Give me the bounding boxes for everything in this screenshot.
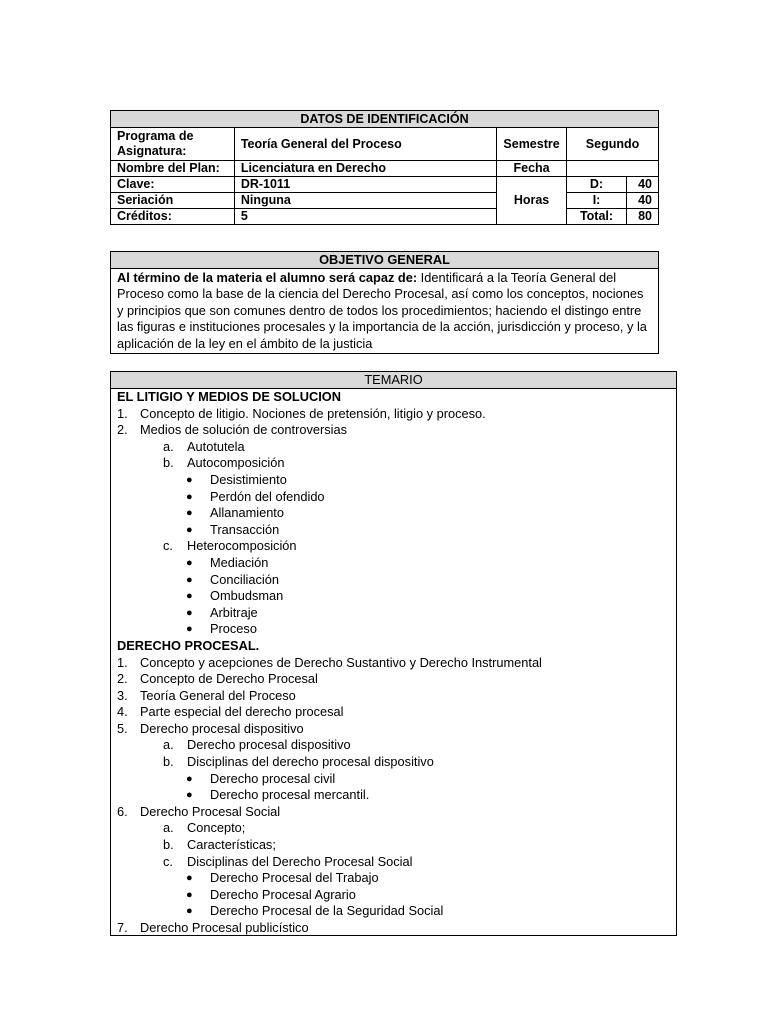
d-label: D: bbox=[567, 177, 627, 193]
i-value: 40 bbox=[626, 193, 658, 209]
temario-list-item bbox=[111, 605, 676, 622]
temario-list-item bbox=[111, 887, 676, 904]
bullet-icon: ● bbox=[186, 507, 193, 520]
list-marker: 1. bbox=[117, 405, 128, 421]
i-label: I: bbox=[567, 193, 627, 209]
temario-list-item bbox=[111, 804, 676, 821]
bullet-icon: ● bbox=[186, 523, 193, 536]
horas-label: Horas bbox=[497, 177, 567, 225]
temario-list-item bbox=[111, 903, 676, 920]
temario-list-item bbox=[111, 655, 676, 672]
semestre-value: Segundo bbox=[567, 128, 659, 161]
list-marker: 2. bbox=[117, 671, 128, 687]
temario-section-heading: DERECHO PROCESAL. bbox=[117, 637, 260, 653]
list-item-text: Derecho procesal dispositivo bbox=[140, 720, 304, 736]
temario-list-item bbox=[111, 489, 676, 506]
d-value: 40 bbox=[626, 177, 658, 193]
fecha-value bbox=[567, 161, 659, 177]
temario-list-item bbox=[111, 406, 676, 423]
bullet-icon: ● bbox=[186, 606, 193, 619]
temario-list-item bbox=[111, 472, 676, 489]
bullet-icon: ● bbox=[186, 623, 193, 636]
temario-list-item bbox=[111, 422, 676, 439]
list-item-text: Medios de solución de controversias bbox=[140, 422, 347, 438]
objetivo-text: Identificará a la Teoría General del Proceso como la base de la ciencia del Derecho Procesal, así como los conceptos, nociones y principios que son comunes dentro de todos los procedimientos; haciendo el distingo entre las figuras e instituciones procesales y la importancia de la acción, jurisdicción y proceso, y la aplicación de la ley en el ámbito de la justicia bbox=[117, 270, 647, 351]
list-item-text: Derecho Procesal del Trabajo bbox=[210, 870, 379, 886]
list-item-text: Derecho procesal mercantil. bbox=[210, 787, 370, 803]
list-item-text: Disciplinas del derecho procesal dispositivo bbox=[187, 754, 434, 770]
list-item-text: Derecho Procesal Agrario bbox=[210, 886, 356, 902]
bullet-icon: ● bbox=[186, 872, 193, 885]
temario-list-item bbox=[111, 704, 676, 721]
list-marker: a. bbox=[163, 820, 174, 836]
clave-label: Clave: bbox=[111, 177, 235, 193]
temario-list-item bbox=[111, 455, 676, 472]
list-item-text: Autocomposición bbox=[187, 455, 285, 471]
temario-list-item bbox=[111, 505, 676, 522]
temario-section-heading: EL LITIGIO Y MEDIOS DE SOLUCION bbox=[117, 389, 341, 404]
plan-label: Nombre del Plan: bbox=[111, 161, 235, 177]
temario-list-item bbox=[111, 870, 676, 887]
clave-value: DR-1011 bbox=[234, 177, 496, 193]
list-marker: c. bbox=[163, 538, 173, 554]
list-item-text: Disciplinas del Derecho Procesal Social bbox=[187, 853, 413, 869]
list-item-text: Autotutela bbox=[187, 438, 245, 454]
list-item-text: Teoría General del Proceso bbox=[140, 687, 296, 703]
temario-list-item bbox=[111, 737, 676, 754]
creditos-value: 5 bbox=[234, 209, 496, 225]
temario-list-item bbox=[111, 787, 676, 804]
temario-list-item bbox=[111, 837, 676, 854]
list-marker: b. bbox=[163, 455, 174, 471]
temario-list-item bbox=[111, 854, 676, 871]
list-item-text: Ombudsman bbox=[210, 588, 284, 604]
list-item-text: Transacción bbox=[210, 521, 280, 537]
temario-list-item bbox=[111, 522, 676, 539]
temario-list-item bbox=[111, 621, 676, 638]
list-marker: 5. bbox=[117, 720, 128, 736]
list-marker: b. bbox=[163, 837, 174, 853]
list-marker: c. bbox=[163, 853, 173, 869]
list-item-text: Derecho procesal dispositivo bbox=[187, 737, 351, 753]
creditos-label: Créditos: bbox=[111, 209, 235, 225]
list-item-text: Perdón del ofendido bbox=[210, 488, 325, 504]
total-value: 80 bbox=[626, 209, 658, 225]
list-item-text: Proceso bbox=[210, 621, 257, 637]
plan-value: Licenciatura en Derecho bbox=[234, 161, 496, 177]
list-item-text: Allanamiento bbox=[210, 505, 284, 521]
temario-list-item bbox=[111, 920, 676, 937]
list-item-text: Características; bbox=[187, 837, 276, 853]
fecha-label: Fecha bbox=[497, 161, 567, 177]
temario-list-item bbox=[111, 771, 676, 788]
temario-list-item bbox=[111, 572, 676, 589]
list-marker: a. bbox=[163, 438, 174, 454]
list-marker: b. bbox=[163, 754, 174, 770]
temario-list-item bbox=[111, 820, 676, 837]
temario-title: TEMARIO bbox=[111, 372, 676, 389]
list-item-text: Desistimiento bbox=[210, 471, 287, 487]
list-marker: 2. bbox=[117, 422, 128, 438]
list-marker: 4. bbox=[117, 704, 128, 720]
list-item-text: Derecho Procesal Social bbox=[140, 803, 281, 819]
seriacion-label: Seriación bbox=[111, 193, 235, 209]
temario-list bbox=[111, 389, 676, 937]
temario-list-item bbox=[111, 439, 676, 456]
bullet-icon: ● bbox=[186, 772, 193, 785]
list-marker: 7. bbox=[117, 920, 128, 935]
list-item-text: Parte especial del derecho procesal bbox=[140, 704, 344, 720]
list-item-text: Derecho Procesal de la Seguridad Social bbox=[210, 903, 444, 919]
bullet-icon: ● bbox=[186, 789, 193, 802]
list-item-text: Derecho procesal civil bbox=[210, 770, 336, 786]
temario-box bbox=[110, 371, 677, 936]
ident-title: DATOS DE IDENTIFICACIÓN bbox=[111, 111, 659, 128]
list-marker: a. bbox=[163, 737, 174, 753]
temario-list-item bbox=[111, 754, 676, 771]
objetivo-lead: Al término de la materia el alumno será capaz de: bbox=[117, 270, 418, 285]
list-item-text: Derecho Procesal publicístico bbox=[140, 920, 309, 935]
total-label: Total: bbox=[567, 209, 627, 225]
identification-table bbox=[110, 110, 659, 225]
temario-list-item bbox=[111, 688, 676, 705]
list-marker: 6. bbox=[117, 803, 128, 819]
list-item-text: Mediación bbox=[210, 554, 269, 570]
seriacion-value: Ninguna bbox=[234, 193, 496, 209]
bullet-icon: ● bbox=[186, 590, 193, 603]
bullet-icon: ● bbox=[186, 556, 193, 569]
list-item-text: Heterocomposición bbox=[187, 538, 297, 554]
programa-value: Teoría General del Proceso bbox=[234, 128, 496, 161]
list-item-text: Concepto de litigio. Nociones de pretensión, litigio y proceso. bbox=[140, 405, 486, 421]
objetivo-title: OBJETIVO GENERAL bbox=[111, 252, 658, 269]
list-item-text: Concepto y acepciones de Derecho Sustantivo y Derecho Instrumental bbox=[140, 654, 542, 670]
programa-label: Programa de Asignatura: bbox=[111, 128, 235, 161]
temario-list-item bbox=[111, 588, 676, 605]
temario-list-item bbox=[111, 721, 676, 738]
bullet-icon: ● bbox=[186, 573, 193, 586]
bullet-icon: ● bbox=[186, 490, 193, 503]
temario-list-item bbox=[111, 538, 676, 555]
list-item-text: Concepto de Derecho Procesal bbox=[140, 671, 318, 687]
list-item-text: Conciliación bbox=[210, 571, 279, 587]
objetivo-general-box bbox=[110, 251, 659, 354]
objetivo-body bbox=[111, 269, 658, 353]
semestre-label: Semestre bbox=[497, 128, 567, 161]
bullet-icon: ● bbox=[186, 905, 193, 918]
list-marker: 1. bbox=[117, 654, 128, 670]
list-marker: 3. bbox=[117, 687, 128, 703]
list-item-text: Arbitraje bbox=[210, 604, 258, 620]
bullet-icon: ● bbox=[186, 473, 193, 486]
bullet-icon: ● bbox=[186, 888, 193, 901]
list-item-text: Concepto; bbox=[187, 820, 246, 836]
temario-list-item bbox=[111, 555, 676, 572]
temario-list-item bbox=[111, 671, 676, 688]
